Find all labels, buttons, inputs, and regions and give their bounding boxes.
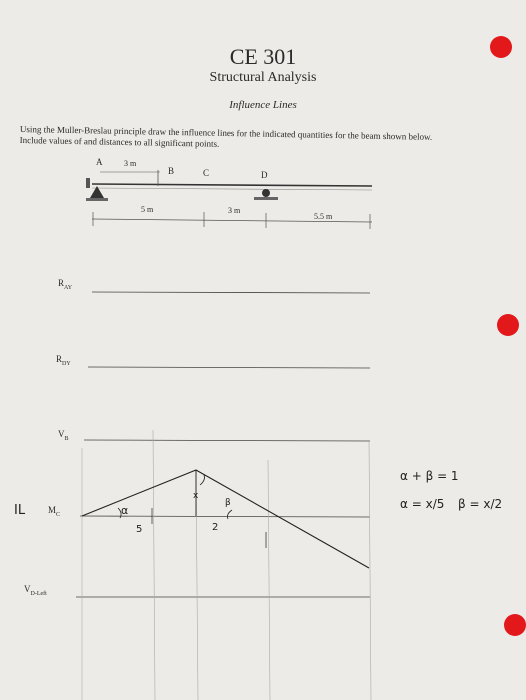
dim-label-3: 5.5 m (314, 212, 333, 221)
red-dot-icon (490, 36, 512, 58)
answer-line-vb (84, 440, 370, 441)
handwritten-beta: β (225, 498, 231, 508)
handwritten-il: IL (14, 503, 26, 518)
label-rdy: $R_{DY}$ (56, 354, 71, 367)
roller-support-icon (262, 189, 270, 197)
point-c-label: C (203, 168, 210, 178)
beam-line (92, 184, 372, 186)
course-subtitle: Structural Analysis (209, 70, 317, 85)
label-ray: $R_{AY}$ (58, 278, 73, 291)
handwritten-two: 2 (212, 522, 219, 533)
red-dot-icon (497, 314, 519, 336)
point-a-label: A (96, 157, 103, 167)
handwritten-eq2a: α = x/5 (400, 497, 445, 511)
handwritten-x: x (193, 491, 199, 501)
course-title: CE 301 (229, 44, 297, 69)
instructions-text: Using the Muller-Breslau principle draw the influence lines for the indicated quantities for the beam shown below. Include values of and distances to all significant points. (19, 124, 433, 149)
handwritten-five: 5 (136, 524, 143, 535)
label-vb: $V_B$ (58, 429, 69, 442)
support-a-icon (86, 178, 90, 188)
influence-line-mc (82, 470, 369, 568)
topic-heading: Influence Lines (229, 99, 297, 111)
dim-top-label: 3 m (124, 159, 137, 168)
handwritten-eq1: α + β = 1 (400, 469, 459, 483)
handwritten-eq2b: β = x/2 (458, 497, 503, 511)
label-vdleft: $V_{D-Left}$ (24, 584, 47, 597)
red-dot-icon (504, 614, 526, 636)
answer-line-rdy (88, 367, 370, 368)
handwritten-alpha: α (121, 504, 129, 517)
dim-label-1: 5 m (141, 205, 154, 214)
point-d-label: D (261, 170, 268, 180)
label-mc: $M_C$ (48, 505, 61, 518)
dim-label-2: 3 m (228, 206, 241, 215)
answer-line-ray (92, 292, 370, 293)
point-b-label: B (168, 166, 175, 176)
